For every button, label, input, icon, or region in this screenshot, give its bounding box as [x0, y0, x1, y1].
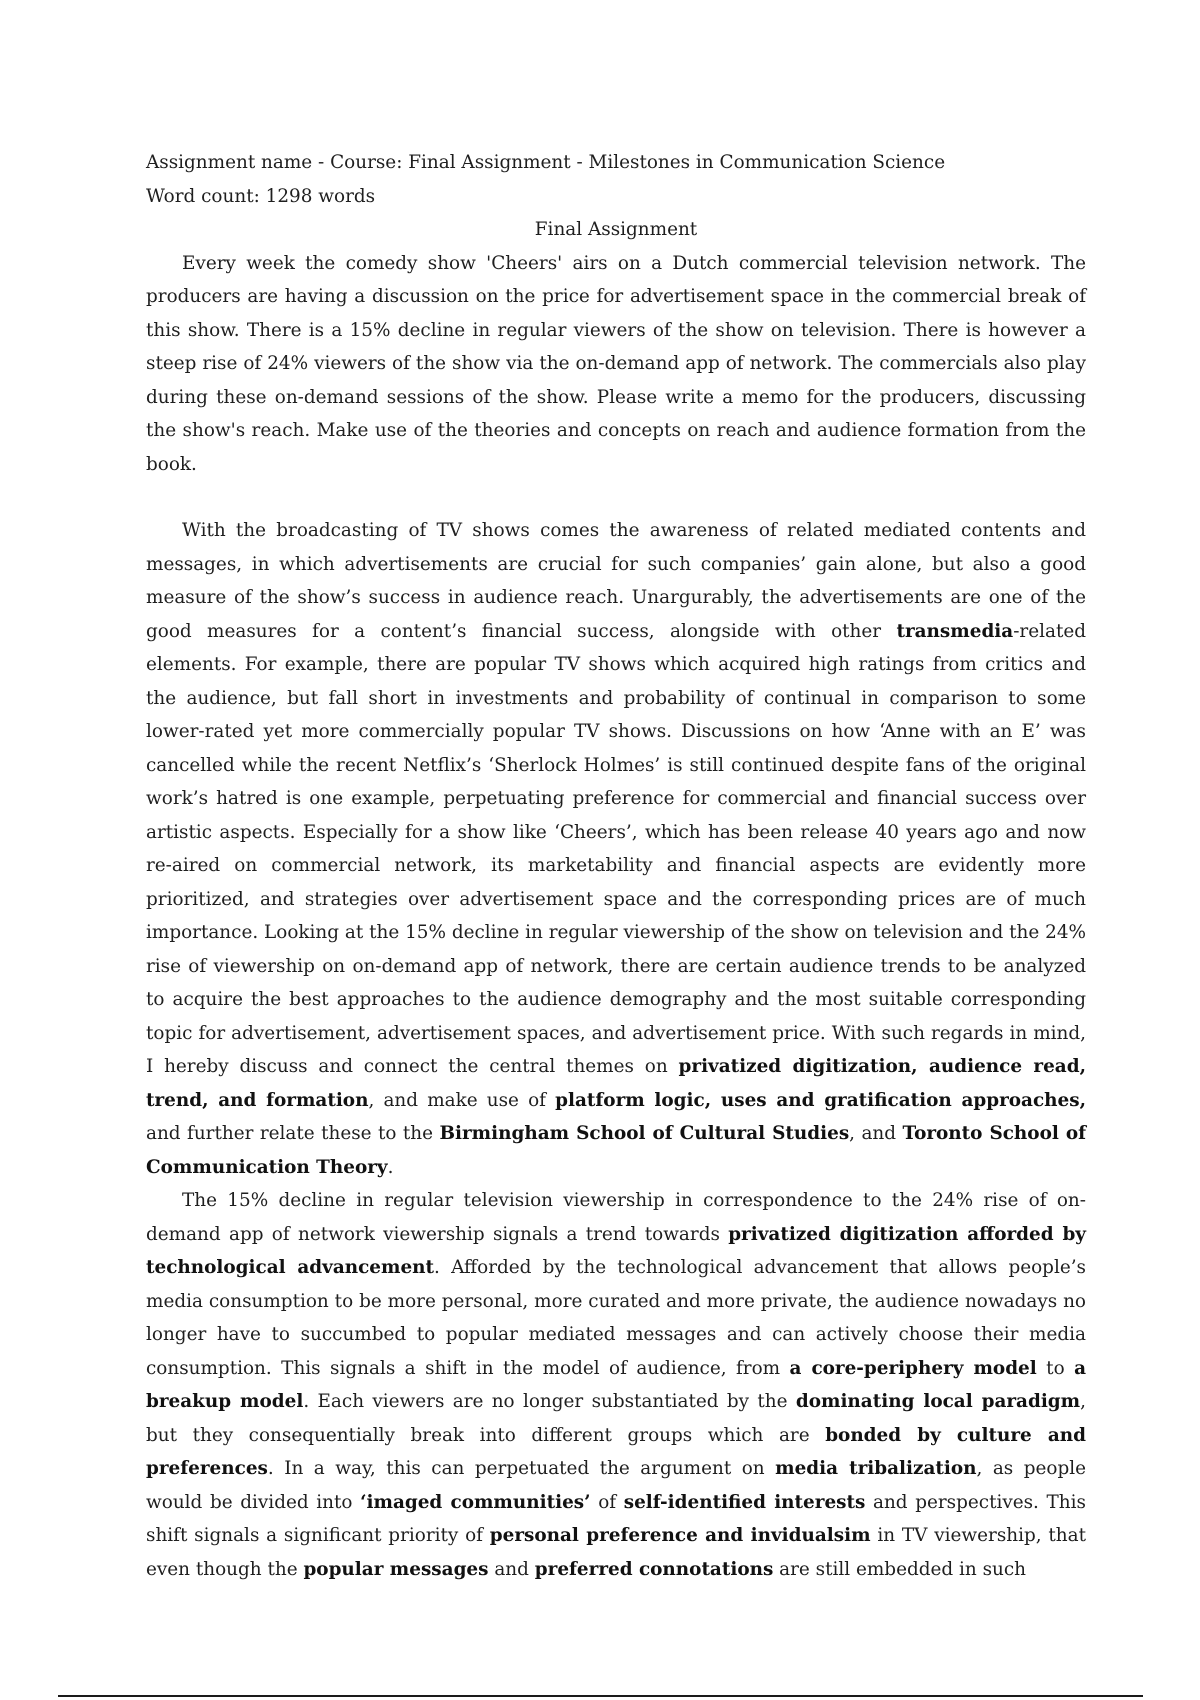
bold-term: Birmingham School of Cultural Studies	[439, 1123, 850, 1144]
text-run: . In a way, this can perpetuated the argument on	[267, 1458, 776, 1479]
body-paragraph-2	[146, 1184, 1086, 1586]
text-run: , and make use of	[368, 1089, 556, 1111]
text-run: and further relate these to the	[146, 1123, 440, 1144]
body-paragraph-1	[146, 514, 1086, 1184]
text-run: , as people would be divided into	[146, 1458, 1086, 1513]
document-page	[146, 146, 1086, 1586]
text-run: . Each viewers are no longer substantiated by the	[303, 1391, 796, 1412]
document-title: Final Assignment	[534, 219, 698, 240]
bold-term: popular messages	[303, 1558, 489, 1580]
text-run: in TV viewership, that even though the	[146, 1525, 1086, 1580]
bold-term: a core-periphery model	[789, 1357, 1037, 1379]
bold-term: dominating local paradigm	[795, 1391, 1081, 1412]
text-run: are still embedded in such	[773, 1558, 1027, 1580]
text-run: With the broadcasting of TV shows comes the awareness of related mediated contents and messages, in which advertisements are crucial for such companies’ gain alone, but also a good measure of the show’s success in audience reach. Unargurably, the advertisements are one of the good measures for a content’s financial success, alongside with other	[146, 520, 1086, 642]
word-count-line: Word count: 1298 words	[146, 185, 376, 207]
text-run: The 15% decline in regular television viewership in correspondence to the 24% rise of on-demand app of network viewership signals a trend towards	[146, 1190, 1086, 1245]
text-run: .	[387, 1156, 394, 1178]
text-run: , and	[849, 1123, 903, 1144]
text-run: and	[488, 1558, 535, 1580]
bold-term: a breakup model	[146, 1357, 1086, 1412]
bold-term: ‘imaged communities’	[360, 1491, 591, 1513]
text-run: of	[590, 1491, 624, 1513]
bold-term: bonded by culture and preferences	[146, 1424, 1087, 1479]
page-bottom-rule	[58, 1695, 1143, 1697]
bold-term: preferred connotations	[534, 1558, 774, 1580]
bold-term: Toronto School of Communication Theory	[146, 1123, 1087, 1178]
bold-term: privatized digitization afforded by technological advancement	[146, 1223, 1086, 1278]
text-run: -related elements. For example, there are popular TV shows which acquired high ratings from critics and the audience, but fall short in investments and probability of continual in comparison to some lower-rated yet more commercially popular TV shows. Discussions on how ‘Anne with an E’ was cancelled while the recent Netflix’s ‘Sherlock Holmes’ is still continued despite fans of the original work’s hatred is one example, perpetuating preference for commercial and financial success over artistic aspects. Especially for a show like ‘Cheers’, which has been release 40 years ago and now re-aired on commercial network, its marketability and financial aspects are evidently more prioritized, and strategies over advertisement space and the corresponding prices are of much importance. Looking at the 15% decline in regular viewership of the show on television and the 24% rise of viewership on on-demand app of network, there are certain audience trends to be analyzed to acquire the best approaches to the audience demography and the most suitable corresponding topic for advertisement, advertisement spaces, and advertisement price. With such regards in mind, I hereby discuss and connect the central themes on	[146, 620, 1086, 1077]
bold-term: self-identified interests	[623, 1491, 866, 1513]
text-run: to	[1036, 1357, 1075, 1379]
bold-term: transmedia	[896, 620, 1014, 642]
text-run: , but they consequentially break into different groups which are	[146, 1391, 1086, 1446]
bold-term: personal preference and invidualsim	[489, 1525, 871, 1546]
bold-term: platform logic, uses and gratification approaches,	[555, 1089, 1086, 1111]
bold-term: media tribalization	[775, 1458, 977, 1479]
assignment-name-line: Assignment name - Course: Final Assignment - Milestones in Communication Science	[146, 152, 946, 173]
text-run: and perspectives. This shift signals a significant priority of	[146, 1491, 1086, 1546]
assignment-prompt-paragraph: Every week the comedy show 'Cheers' airs on a Dutch commercial television network. The producers are having a discussion on the price for advertisement space in the commercial break of this show. There is a 15% decline in regular viewers of the show on television. There is however a steep rise of 24% viewers of the show via the on-demand app of network. The commercials also play during these on-demand sessions of the show. Please write a memo for the producers, discussing the show's reach. Make use of the theories and concepts on reach and audience formation from the book.	[146, 252, 1086, 475]
text-run: . Afforded by the technological advancement that allows people’s media consumption to be more personal, more curated and more private, the audience nowadays no longer have to succumbed to popular mediated messages and can actively choose their media consumption. This signals a shift in the model of audience, from	[146, 1257, 1086, 1379]
bold-term: privatized digitization, audience read, trend, and formation	[146, 1056, 1086, 1111]
